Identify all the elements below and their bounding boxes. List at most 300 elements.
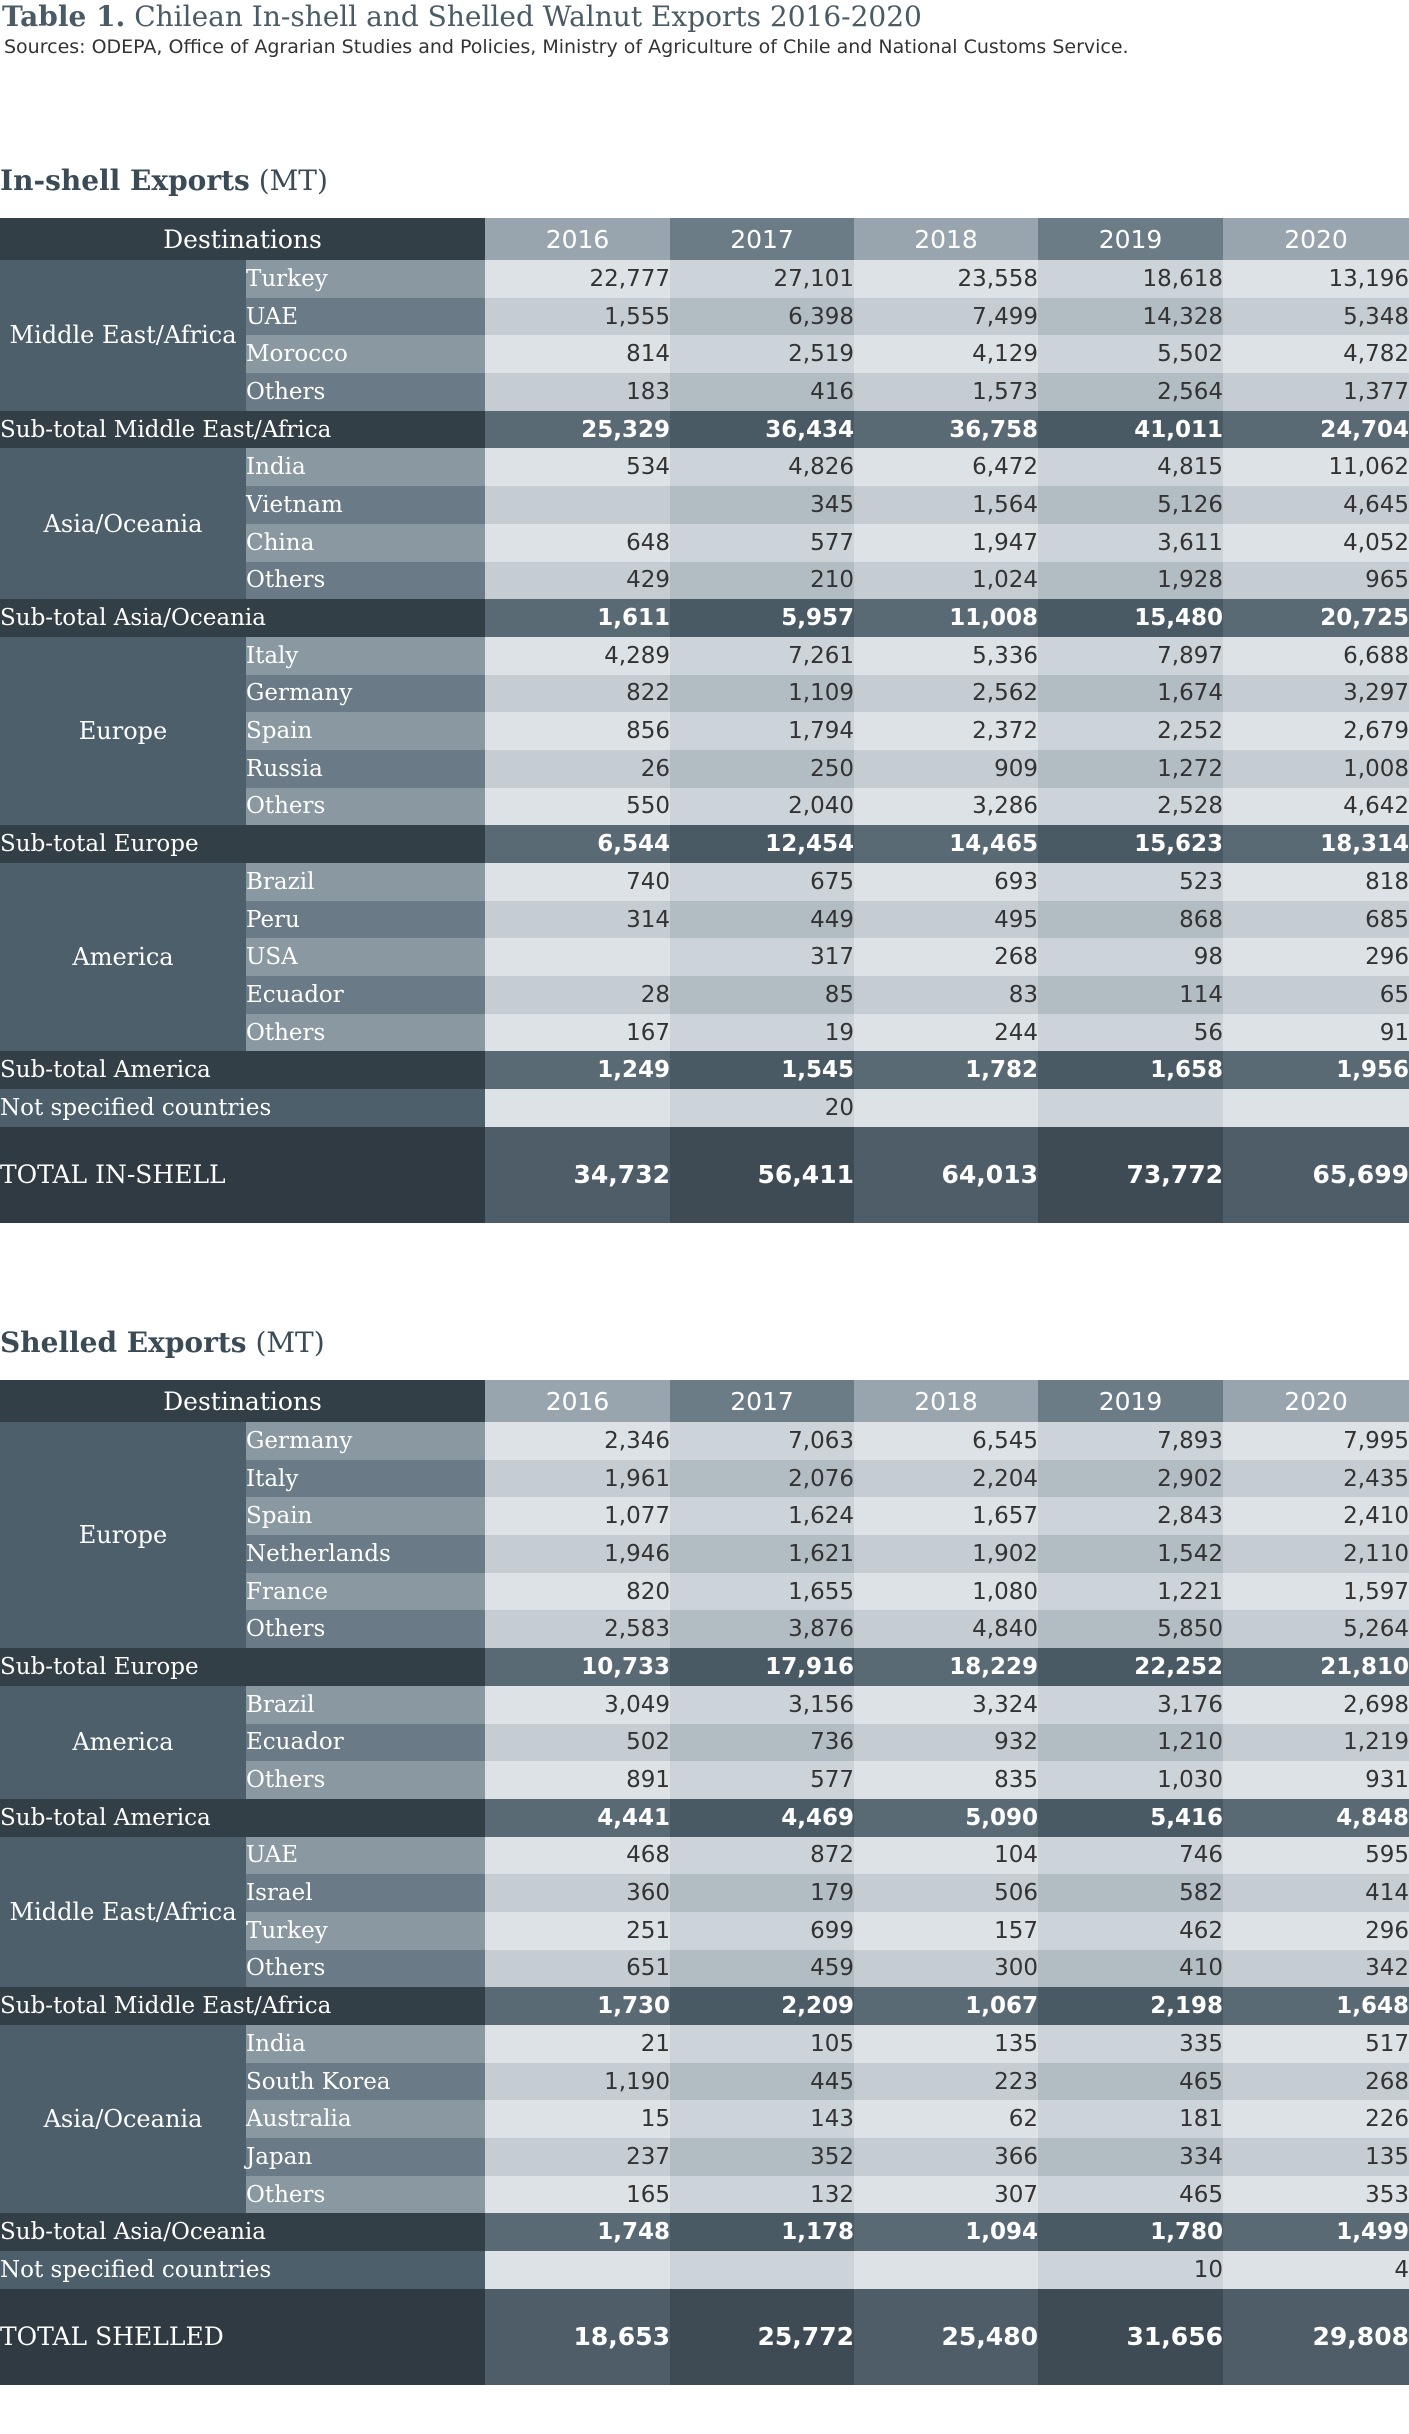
value-cell: 818 [1223, 863, 1409, 901]
sources-note: Sources: ODEPA, Office of Agrarian Studies and Policies, Ministry of Agriculture of Chile and National Customs Service. [4, 36, 1129, 58]
subtotal-value: 1,658 [1038, 1051, 1223, 1089]
value-cell: 104 [854, 1837, 1038, 1875]
not-specified-value [854, 2251, 1038, 2289]
value-cell: 268 [1223, 2063, 1409, 2101]
value-cell: 517 [1223, 2025, 1409, 2063]
subtotal-value: 15,480 [1038, 599, 1223, 637]
value-cell: 648 [485, 524, 670, 562]
not-specified-value: 10 [1038, 2251, 1223, 2289]
value-cell: 2,204 [854, 1460, 1038, 1498]
value-cell: 2,346 [485, 1422, 670, 1460]
value-cell: 167 [485, 1014, 670, 1052]
year-header: 2017 [670, 218, 854, 260]
value-cell: 2,110 [1223, 1535, 1409, 1573]
value-cell: 6,545 [854, 1422, 1038, 1460]
subtotal-row [0, 2213, 1409, 2251]
subtotal-value: 4,469 [670, 1799, 854, 1837]
total-value: 56,411 [670, 1127, 854, 1223]
subtotal-value: 36,434 [670, 411, 854, 449]
subtotal-row [0, 1648, 1409, 1686]
value-cell: 595 [1223, 1837, 1409, 1875]
country-label: Others [246, 1014, 485, 1052]
value-cell: 1,272 [1038, 750, 1223, 788]
value-cell: 366 [854, 2138, 1038, 2176]
value-cell: 1,961 [485, 1460, 670, 1498]
subtotal-value: 6,544 [485, 825, 670, 863]
subtotal-value: 11,008 [854, 599, 1038, 637]
country-label: Peru [246, 901, 485, 939]
value-cell: 1,564 [854, 486, 1038, 524]
subtotal-row [0, 1799, 1409, 1837]
value-cell: 740 [485, 863, 670, 901]
value-cell: 135 [1223, 2138, 1409, 2176]
value-cell: 132 [670, 2176, 854, 2214]
value-cell: 98 [1038, 938, 1223, 976]
value-cell: 1,555 [485, 298, 670, 336]
country-label: Netherlands [246, 1535, 485, 1573]
country-label: India [246, 2025, 485, 2063]
value-cell: 693 [854, 863, 1038, 901]
value-cell: 1,219 [1223, 1724, 1409, 1762]
value-cell: 2,528 [1038, 788, 1223, 826]
value-cell: 296 [1223, 938, 1409, 976]
table-row [0, 863, 1409, 901]
value-cell: 165 [485, 2176, 670, 2214]
subtotal-value: 1,094 [854, 2213, 1038, 2251]
country-label: Germany [246, 675, 485, 713]
subtotal-value: 15,623 [1038, 825, 1223, 863]
value-cell: 1,657 [854, 1497, 1038, 1535]
value-cell: 56 [1038, 1014, 1223, 1052]
value-cell: 2,564 [1038, 373, 1223, 411]
section-heading-text: In-shell Exports [0, 164, 250, 197]
value-cell: 345 [670, 486, 854, 524]
subtotal-label: Sub-total Asia/Oceania [0, 2213, 485, 2251]
value-cell: 462 [1038, 1912, 1223, 1950]
value-cell: 820 [485, 1573, 670, 1611]
value-cell: 335 [1038, 2025, 1223, 2063]
value-cell: 4,782 [1223, 335, 1409, 373]
not-specified-value [1223, 1089, 1409, 1127]
value-cell: 1,902 [854, 1535, 1038, 1573]
country-label: Turkey [246, 1912, 485, 1950]
table-row [0, 1837, 1409, 1875]
value-cell: 736 [670, 1724, 854, 1762]
country-label: India [246, 448, 485, 486]
value-cell: 932 [854, 1724, 1038, 1762]
value-cell: 872 [670, 1837, 854, 1875]
total-value: 18,653 [485, 2289, 670, 2385]
subtotal-value: 5,957 [670, 599, 854, 637]
value-cell: 1,542 [1038, 1535, 1223, 1573]
value-cell: 135 [854, 2025, 1038, 2063]
country-label: UAE [246, 1837, 485, 1875]
value-cell: 3,297 [1223, 675, 1409, 713]
value-cell: 5,348 [1223, 298, 1409, 336]
section-heading-text: Shelled Exports [0, 1326, 247, 1359]
value-cell: 307 [854, 2176, 1038, 2214]
value-cell: 3,156 [670, 1686, 854, 1724]
value-cell: 685 [1223, 901, 1409, 939]
year-header: 2018 [854, 218, 1038, 260]
subtotal-label: Sub-total Europe [0, 1648, 485, 1686]
year-header: 2020 [1223, 1380, 1409, 1422]
value-cell: 251 [485, 1912, 670, 1950]
subtotal-label: Sub-total Middle East/Africa [0, 1987, 485, 2025]
inshell-exports-table [0, 218, 1409, 1223]
value-cell: 14,328 [1038, 298, 1223, 336]
country-label: Germany [246, 1422, 485, 1460]
total-value: 73,772 [1038, 1127, 1223, 1223]
value-cell: 7,893 [1038, 1422, 1223, 1460]
subtotal-value: 1,499 [1223, 2213, 1409, 2251]
value-cell: 2,252 [1038, 712, 1223, 750]
subtotal-value: 1,748 [485, 2213, 670, 2251]
value-cell: 181 [1038, 2100, 1223, 2138]
value-cell: 4,129 [854, 335, 1038, 373]
subtotal-row [0, 1051, 1409, 1089]
total-value: 34,732 [485, 1127, 670, 1223]
country-label: South Korea [246, 2063, 485, 2101]
total-value: 64,013 [854, 1127, 1038, 1223]
subtotal-value: 1,780 [1038, 2213, 1223, 2251]
value-cell: 268 [854, 938, 1038, 976]
value-cell: 550 [485, 788, 670, 826]
value-cell: 1,024 [854, 562, 1038, 600]
value-cell: 534 [485, 448, 670, 486]
value-cell: 4,815 [1038, 448, 1223, 486]
value-cell: 114 [1038, 976, 1223, 1014]
year-header: 2019 [1038, 1380, 1223, 1422]
value-cell: 13,196 [1223, 260, 1409, 298]
country-label: Israel [246, 1874, 485, 1912]
country-label: Australia [246, 2100, 485, 2138]
subtotal-value: 2,198 [1038, 1987, 1223, 2025]
country-label: USA [246, 938, 485, 976]
value-cell: 2,583 [485, 1610, 670, 1648]
value-cell: 27,101 [670, 260, 854, 298]
not-specified-value [1038, 1089, 1223, 1127]
year-header: 2017 [670, 1380, 854, 1422]
subtotal-value: 36,758 [854, 411, 1038, 449]
destinations-header: Destinations [0, 1380, 485, 1422]
country-label: Morocco [246, 335, 485, 373]
value-cell: 502 [485, 1724, 670, 1762]
value-cell: 3,611 [1038, 524, 1223, 562]
value-cell: 5,850 [1038, 1610, 1223, 1648]
value-cell: 2,410 [1223, 1497, 1409, 1535]
value-cell: 1,221 [1038, 1573, 1223, 1611]
total-label: TOTAL SHELLED [0, 2289, 485, 2385]
country-label: Russia [246, 750, 485, 788]
subtotal-value: 22,252 [1038, 1648, 1223, 1686]
value-cell: 105 [670, 2025, 854, 2063]
total-value: 25,480 [854, 2289, 1038, 2385]
value-cell [485, 938, 670, 976]
value-cell: 353 [1223, 2176, 1409, 2214]
value-cell: 296 [1223, 1912, 1409, 1950]
value-cell: 1,030 [1038, 1761, 1223, 1799]
country-label: Ecuador [246, 1724, 485, 1762]
total-label: TOTAL IN-SHELL [0, 1127, 485, 1223]
subtotal-value: 2,209 [670, 1987, 854, 2025]
total-value: 31,656 [1038, 2289, 1223, 2385]
subtotal-value: 1,782 [854, 1051, 1038, 1089]
value-cell: 15 [485, 2100, 670, 2138]
subtotal-value: 1,067 [854, 1987, 1038, 2025]
value-cell: 62 [854, 2100, 1038, 2138]
value-cell: 931 [1223, 1761, 1409, 1799]
value-cell [485, 486, 670, 524]
value-cell: 1,109 [670, 675, 854, 713]
value-cell: 22,777 [485, 260, 670, 298]
value-cell: 4,645 [1223, 486, 1409, 524]
value-cell: 1,947 [854, 524, 1038, 562]
not-specified-value [670, 2251, 854, 2289]
country-label: Japan [246, 2138, 485, 2176]
subtotal-value: 4,848 [1223, 1799, 1409, 1837]
value-cell: 675 [670, 863, 854, 901]
value-cell: 6,472 [854, 448, 1038, 486]
table-row [0, 448, 1409, 486]
value-cell: 26 [485, 750, 670, 788]
value-cell: 410 [1038, 1950, 1223, 1988]
subtotal-value: 1,648 [1223, 1987, 1409, 2025]
country-label: China [246, 524, 485, 562]
table-row [0, 637, 1409, 675]
value-cell: 342 [1223, 1950, 1409, 1988]
region-label: Asia/Oceania [0, 448, 246, 599]
value-cell: 523 [1038, 863, 1223, 901]
value-cell: 3,876 [670, 1610, 854, 1648]
total-value: 29,808 [1223, 2289, 1409, 2385]
subtotal-value: 5,090 [854, 1799, 1038, 1837]
shelled-section-heading [0, 1326, 325, 1359]
value-cell: 822 [485, 675, 670, 713]
value-cell: 2,843 [1038, 1497, 1223, 1535]
subtotal-value: 41,011 [1038, 411, 1223, 449]
value-cell: 18,618 [1038, 260, 1223, 298]
value-cell: 1,624 [670, 1497, 854, 1535]
document-title [2, 0, 922, 33]
country-label: France [246, 1573, 485, 1611]
value-cell: 4,840 [854, 1610, 1038, 1648]
value-cell: 5,336 [854, 637, 1038, 675]
total-row [0, 2289, 1409, 2385]
value-cell: 183 [485, 373, 670, 411]
value-cell: 414 [1223, 1874, 1409, 1912]
value-cell: 85 [670, 976, 854, 1014]
value-cell: 2,698 [1223, 1686, 1409, 1724]
year-header: 2016 [485, 218, 670, 260]
country-label: Spain [246, 712, 485, 750]
value-cell: 1,946 [485, 1535, 670, 1573]
value-cell: 429 [485, 562, 670, 600]
region-label: Middle East/Africa [0, 1837, 246, 1988]
subtotal-value: 1,178 [670, 2213, 854, 2251]
value-cell: 6,688 [1223, 637, 1409, 675]
value-cell: 314 [485, 901, 670, 939]
section-heading-unit: (MT) [255, 1326, 325, 1359]
value-cell: 5,126 [1038, 486, 1223, 524]
subtotal-value: 10,733 [485, 1648, 670, 1686]
region-label: Asia/Oceania [0, 2025, 246, 2213]
section-heading-unit: (MT) [258, 164, 328, 197]
value-cell: 445 [670, 2063, 854, 2101]
value-cell: 2,519 [670, 335, 854, 373]
not-specified-value [854, 1089, 1038, 1127]
region-label: America [0, 863, 246, 1051]
value-cell: 1,794 [670, 712, 854, 750]
region-label: America [0, 1686, 246, 1799]
not-specified-value [485, 2251, 670, 2289]
total-value: 65,699 [1223, 1127, 1409, 1223]
subtotal-value: 18,314 [1223, 825, 1409, 863]
not-specified-row [0, 1089, 1409, 1127]
not-specified-value: 20 [670, 1089, 854, 1127]
value-cell: 352 [670, 2138, 854, 2176]
value-cell: 223 [854, 2063, 1038, 2101]
value-cell: 814 [485, 335, 670, 373]
subtotal-value: 1,249 [485, 1051, 670, 1089]
country-label: Others [246, 2176, 485, 2214]
value-cell: 1,928 [1038, 562, 1223, 600]
value-cell: 2,679 [1223, 712, 1409, 750]
value-cell: 4,826 [670, 448, 854, 486]
value-cell: 28 [485, 976, 670, 1014]
subtotal-value: 4,441 [485, 1799, 670, 1837]
value-cell: 4,052 [1223, 524, 1409, 562]
region-label: Europe [0, 1422, 246, 1648]
country-label: Others [246, 1950, 485, 1988]
value-cell: 237 [485, 2138, 670, 2176]
total-row [0, 1127, 1409, 1223]
value-cell: 449 [670, 901, 854, 939]
subtotal-value: 5,416 [1038, 1799, 1223, 1837]
value-cell: 1,655 [670, 1573, 854, 1611]
not-specified-label: Not specified countries [0, 1089, 485, 1127]
subtotal-label: Sub-total America [0, 1799, 485, 1837]
value-cell: 210 [670, 562, 854, 600]
table-row [0, 2025, 1409, 2063]
value-cell: 143 [670, 2100, 854, 2138]
subtotal-value: 24,704 [1223, 411, 1409, 449]
value-cell: 11,062 [1223, 448, 1409, 486]
country-label: Vietnam [246, 486, 485, 524]
value-cell: 465 [1038, 2176, 1223, 2214]
subtotal-value: 14,465 [854, 825, 1038, 863]
value-cell: 244 [854, 1014, 1038, 1052]
total-value: 25,772 [670, 2289, 854, 2385]
country-label: Spain [246, 1497, 485, 1535]
value-cell: 1,008 [1223, 750, 1409, 788]
value-cell: 1,597 [1223, 1573, 1409, 1611]
subtotal-row [0, 599, 1409, 637]
value-cell: 360 [485, 1874, 670, 1912]
value-cell: 746 [1038, 1837, 1223, 1875]
value-cell: 856 [485, 712, 670, 750]
value-cell: 65 [1223, 976, 1409, 1014]
country-label: Others [246, 562, 485, 600]
table-row [0, 1686, 1409, 1724]
table-row [0, 1422, 1409, 1460]
not-specified-value [485, 1089, 670, 1127]
value-cell: 157 [854, 1912, 1038, 1950]
country-label: Others [246, 788, 485, 826]
value-cell: 250 [670, 750, 854, 788]
value-cell: 1,210 [1038, 1724, 1223, 1762]
value-cell: 909 [854, 750, 1038, 788]
value-cell: 5,502 [1038, 335, 1223, 373]
subtotal-label: Sub-total Asia/Oceania [0, 599, 485, 637]
value-cell: 23,558 [854, 260, 1038, 298]
value-cell: 83 [854, 976, 1038, 1014]
value-cell: 459 [670, 1950, 854, 1988]
subtotal-value: 12,454 [670, 825, 854, 863]
country-label: Others [246, 1610, 485, 1648]
value-cell: 1,080 [854, 1573, 1038, 1611]
value-cell: 7,063 [670, 1422, 854, 1460]
value-cell: 1,190 [485, 2063, 670, 2101]
region-label: Middle East/Africa [0, 260, 246, 411]
value-cell: 495 [854, 901, 1038, 939]
value-cell: 3,176 [1038, 1686, 1223, 1724]
value-cell: 91 [1223, 1014, 1409, 1052]
value-cell: 226 [1223, 2100, 1409, 2138]
country-label: Ecuador [246, 976, 485, 1014]
country-label: Brazil [246, 863, 485, 901]
year-header: 2019 [1038, 218, 1223, 260]
table-row [0, 260, 1409, 298]
value-cell: 582 [1038, 1874, 1223, 1912]
value-cell: 465 [1038, 2063, 1223, 2101]
value-cell: 2,562 [854, 675, 1038, 713]
value-cell: 7,499 [854, 298, 1038, 336]
country-label: Turkey [246, 260, 485, 298]
value-cell: 468 [485, 1837, 670, 1875]
value-cell: 1,377 [1223, 373, 1409, 411]
value-cell: 7,261 [670, 637, 854, 675]
subtotal-row [0, 411, 1409, 449]
value-cell: 4,289 [485, 637, 670, 675]
value-cell: 2,372 [854, 712, 1038, 750]
value-cell: 1,674 [1038, 675, 1223, 713]
value-cell: 19 [670, 1014, 854, 1052]
value-cell: 577 [670, 524, 854, 562]
value-cell: 2,040 [670, 788, 854, 826]
country-label: Italy [246, 1460, 485, 1498]
value-cell: 868 [1038, 901, 1223, 939]
subtotal-value: 18,229 [854, 1648, 1038, 1686]
region-label: Europe [0, 637, 246, 825]
subtotal-value: 25,329 [485, 411, 670, 449]
year-header: 2016 [485, 1380, 670, 1422]
subtotal-value: 1,956 [1223, 1051, 1409, 1089]
subtotal-row [0, 1987, 1409, 2025]
destinations-header: Destinations [0, 218, 485, 260]
header-row [0, 218, 1409, 260]
subtotal-value: 21,810 [1223, 1648, 1409, 1686]
value-cell: 179 [670, 1874, 854, 1912]
value-cell: 416 [670, 373, 854, 411]
value-cell: 651 [485, 1950, 670, 1988]
value-cell: 2,076 [670, 1460, 854, 1498]
value-cell: 2,435 [1223, 1460, 1409, 1498]
value-cell: 835 [854, 1761, 1038, 1799]
value-cell: 3,286 [854, 788, 1038, 826]
value-cell: 577 [670, 1761, 854, 1799]
value-cell: 1,077 [485, 1497, 670, 1535]
